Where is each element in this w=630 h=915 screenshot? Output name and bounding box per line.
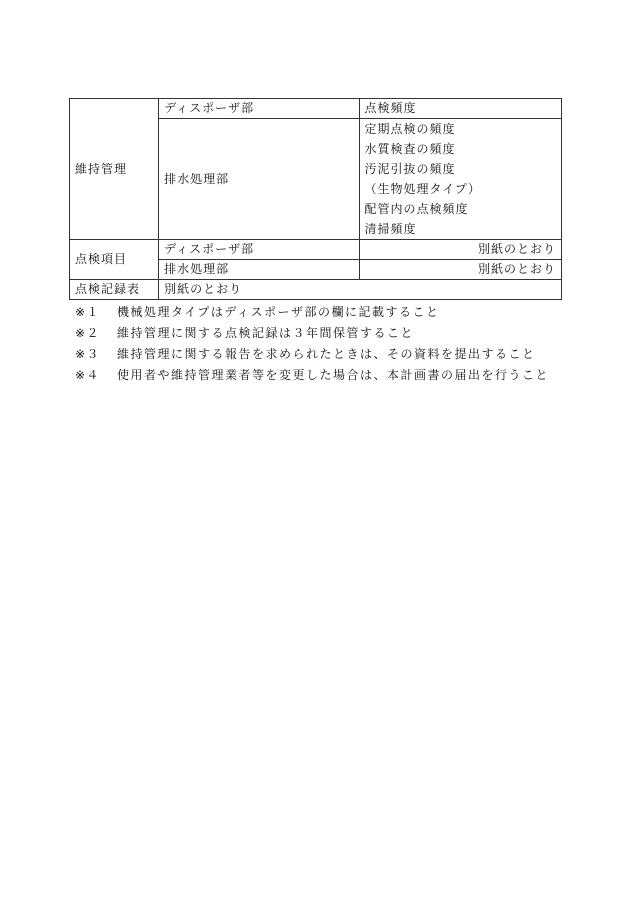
maintenance-disposer-value: 点検頻度: [359, 99, 561, 119]
table-row: [70, 240, 562, 260]
table-row: [70, 99, 562, 119]
note-item: [75, 344, 549, 365]
maintenance-drainage-name: 排水処理部: [159, 119, 359, 240]
list-item: （生物処理タイプ）: [364, 182, 482, 196]
note-item: [75, 323, 549, 344]
note-mark: ※４: [75, 368, 101, 382]
note-text: 使用者や維持管理業者等を変更した場合は、本計画書の届出を行うこと: [117, 368, 550, 382]
note-mark: ※１: [75, 305, 101, 319]
note-item: [75, 365, 549, 386]
maintenance-label: 維持管理: [70, 99, 159, 240]
inspection-drainage-value: 別紙のとおり: [359, 260, 561, 280]
note-item: [75, 302, 549, 323]
list-item: 配管内の点検頻度: [364, 202, 469, 216]
record-table-value: 別紙のとおり: [159, 280, 562, 300]
list-item: 清掃頻度: [364, 222, 417, 236]
maintenance-plan-table: [69, 98, 562, 300]
note-text: 維持管理に関する点検記録は３年間保管すること: [117, 326, 415, 340]
note-mark: ※３: [75, 347, 101, 361]
maintenance-drainage-items: [359, 119, 561, 240]
inspection-drainage-name: 排水処理部: [159, 260, 359, 280]
table-row: [70, 280, 562, 300]
note-text: 機械処理タイプはディスポーザ部の欄に記載すること: [117, 305, 440, 319]
inspection-disposer-value: 別紙のとおり: [359, 240, 561, 260]
list-item: 定期点検の頻度: [364, 122, 456, 136]
inspection-disposer-name: ディスポーザ部: [159, 240, 359, 260]
maintenance-disposer-name: ディスポーザ部: [159, 99, 359, 119]
note-text: 維持管理に関する報告を求められたときは、その資料を提出すること: [117, 347, 536, 361]
notes-list: [75, 302, 549, 386]
list-item: 汚泥引抜の頻度: [364, 162, 456, 176]
list-item: 水質検査の頻度: [364, 142, 456, 156]
inspection-items-label: 点検項目: [70, 240, 159, 280]
record-table-label: 点検記録表: [70, 280, 159, 300]
note-mark: ※２: [75, 326, 101, 340]
